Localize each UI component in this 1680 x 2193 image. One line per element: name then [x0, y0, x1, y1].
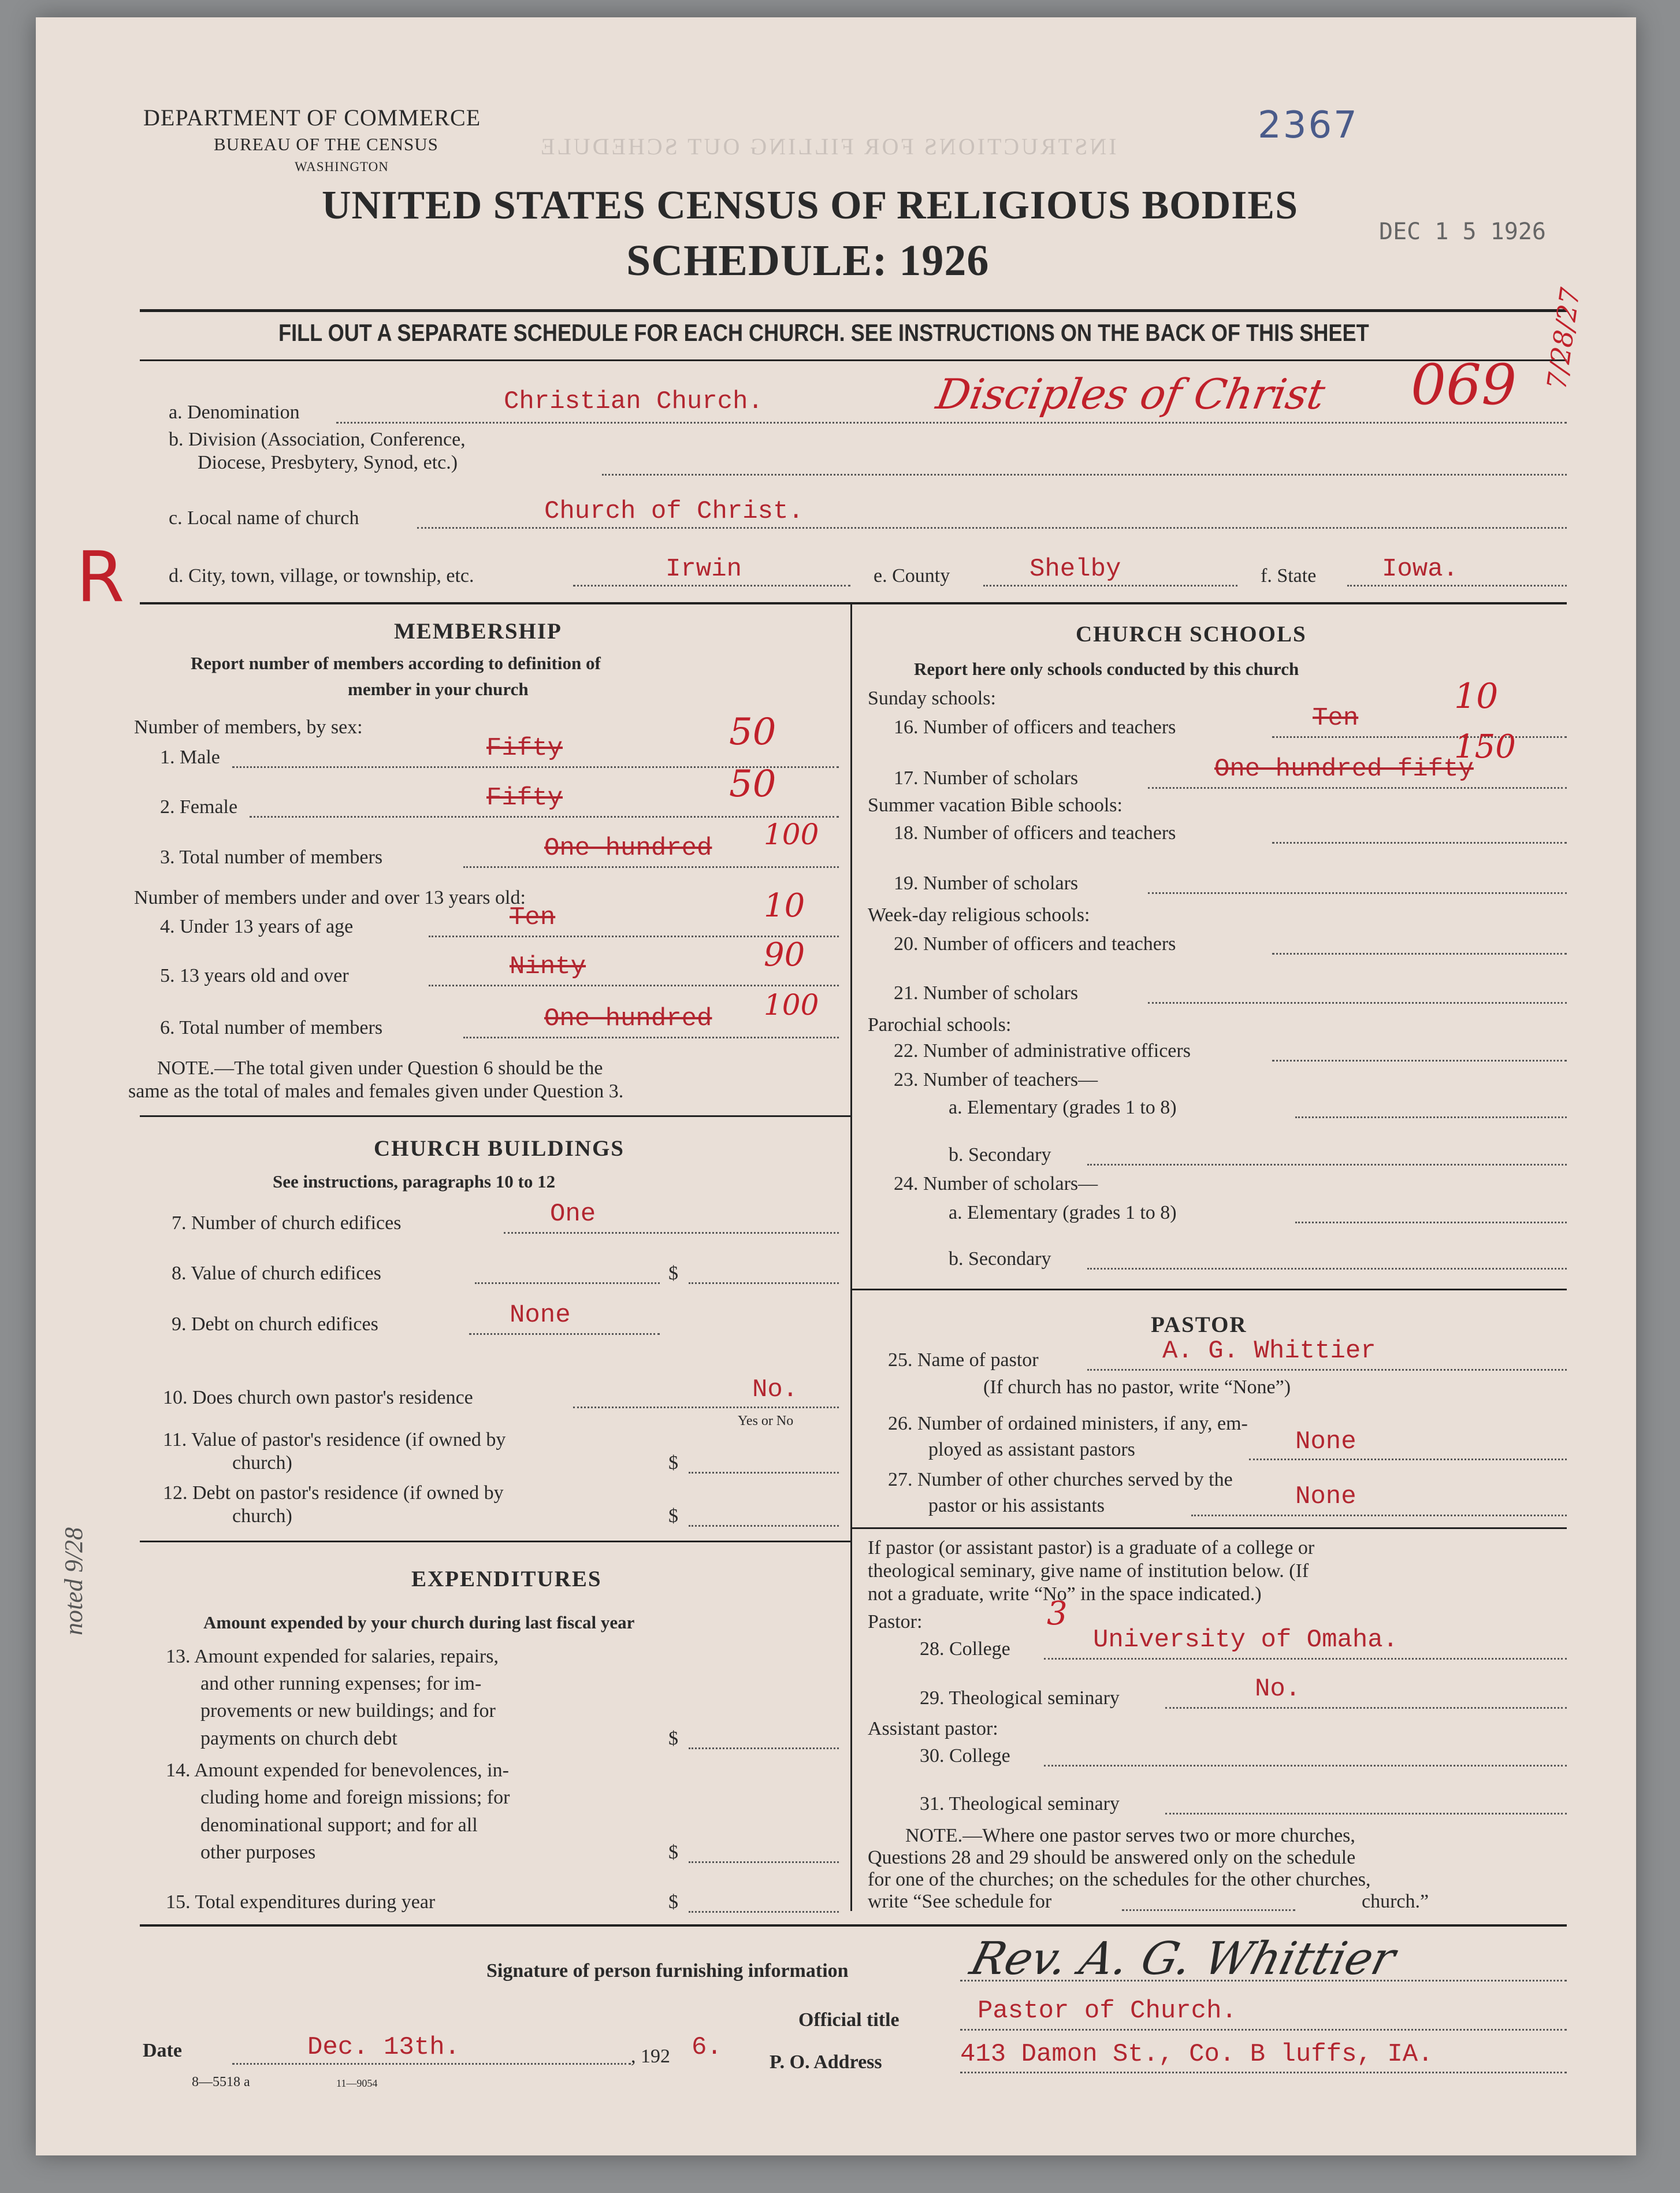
date-line: [232, 2063, 631, 2065]
assistant-college-line: [1044, 1765, 1567, 1767]
edifices-value[interactable]: One: [550, 1200, 596, 1229]
edifices-line: [504, 1232, 839, 1234]
denomination-code: 069: [1411, 352, 1517, 417]
summer-officers-label: 18. Number of officers and teachers: [894, 822, 1176, 844]
male-number: 50: [729, 711, 776, 754]
assistant-seminary-line: [1165, 1813, 1567, 1814]
total-members-age-value[interactable]: One hundred: [544, 1004, 712, 1033]
assistant-ministers-label-cont: ployed as assistant pastors: [928, 1439, 1135, 1460]
pastor-rule: [850, 1527, 1567, 1529]
pastor-note-5: church.”: [1362, 1891, 1429, 1912]
weekday-scholars-line: [1148, 1002, 1567, 1004]
pastor-note-2: Questions 28 and 29 should be answered only on the schedule: [868, 1847, 1356, 1868]
header-rule-top: [140, 309, 1567, 312]
female-line: [250, 816, 839, 818]
parochial-schools-label: Parochial schools:: [868, 1014, 1012, 1036]
document-number-stamp: 2367: [1258, 104, 1359, 147]
total-members-age-number: 100: [764, 988, 819, 1022]
date-received-stamp: DEC 1 5 1926: [1379, 218, 1546, 245]
signature-label: Signature of person furnishing information: [486, 1960, 849, 1982]
buildings-title: CHURCH BUILDINGS: [374, 1136, 625, 1161]
pastor-college-value[interactable]: University of Omaha.: [1093, 1626, 1399, 1654]
state-label: f. State: [1261, 565, 1317, 587]
census-schedule-sheet: [36, 17, 1636, 2155]
form-subtitle: SCHEDULE: 1926: [626, 236, 990, 285]
buildings-rule: [140, 1541, 850, 1542]
fields-rule: [140, 602, 1567, 604]
members-by-age-label: Number of members under and over 13 years old:: [134, 887, 526, 908]
edifice-value-line: [689, 1282, 839, 1284]
membership-rule: [140, 1115, 850, 1117]
running-expenses-label: 13. Amount expended for salaries, repairs,: [166, 1646, 499, 1667]
review-mark-r: R: [76, 537, 125, 618]
sunday-officers-number: 10: [1454, 676, 1499, 717]
edifice-debt-label: 9. Debt on church edifices: [172, 1313, 378, 1335]
pastor-subhead: Pastor:: [868, 1611, 923, 1632]
edifice-value-leader: [475, 1282, 660, 1284]
sunday-schools-label: Sunday schools:: [868, 688, 996, 709]
assistant-ministers-value[interactable]: None: [1295, 1427, 1356, 1456]
sunday-officers-label: 16. Number of officers and teachers: [894, 717, 1176, 738]
teachers-secondary-label: b. Secondary: [949, 1144, 1051, 1166]
county-line: [983, 585, 1237, 587]
benevolences-label: 14. Amount expended for benevolences, in-: [166, 1760, 509, 1781]
total-members-line: [463, 866, 839, 868]
edifices-label: 7. Number of church edifices: [172, 1212, 402, 1234]
total-members-number: 100: [764, 818, 819, 851]
scholars-secondary-line: [1087, 1268, 1567, 1270]
college-mark: 3: [1047, 1595, 1068, 1632]
total-members-age-label: 6. Total number of members: [160, 1017, 383, 1038]
sunday-scholars-line: [1148, 787, 1567, 789]
residence-value-label-cont: church): [232, 1452, 292, 1474]
sunday-officers-line: [1272, 736, 1567, 738]
schools-intro: Report here only schools conducted by this church: [914, 659, 1299, 679]
pastor-seminary-value[interactable]: No.: [1255, 1675, 1301, 1704]
department-name: DEPARTMENT OF COMMERCE: [143, 105, 481, 131]
official-title-line: [960, 2029, 1567, 2031]
column-divider: [850, 602, 852, 1911]
pastor-name-note: (If church has no pastor, write “None”): [983, 1376, 1291, 1398]
denomination-value[interactable]: Christian Church.: [504, 387, 763, 416]
male-value[interactable]: Fifty: [486, 734, 563, 763]
local-name-line: [417, 527, 1567, 529]
po-address-line: [960, 2072, 1567, 2073]
running-expenses-label-2: and other running expenses; for im-: [200, 1673, 482, 1694]
denomination-label: a. Denomination: [169, 402, 300, 423]
pastor-college-label: 28. College: [920, 1638, 1010, 1660]
residence-debt-dollar: $: [668, 1505, 678, 1527]
date-value[interactable]: Dec. 13th.: [307, 2033, 460, 2062]
scholars-label: 24. Number of scholars—: [894, 1173, 1098, 1194]
total-expenditures-label: 15. Total expenditures during year: [166, 1891, 436, 1913]
teachers-label: 23. Number of teachers—: [894, 1069, 1098, 1090]
summer-officers-line: [1272, 842, 1567, 844]
graduate-instructions-3: not a graduate, write “No” in the space indicated.): [868, 1583, 1262, 1605]
pastor-seminary-line: [1165, 1707, 1567, 1709]
owns-residence-value[interactable]: No.: [752, 1375, 798, 1404]
po-address-value[interactable]: 413 Damon St., Co. B luffs, IA.: [960, 2040, 1433, 2069]
other-churches-label: 27. Number of other churches served by the: [888, 1469, 1233, 1490]
female-value[interactable]: Fifty: [486, 784, 563, 812]
graduate-instructions: If pastor (or assistant pastor) is a graduate of a college or: [868, 1537, 1315, 1559]
edifice-value-dollar: $: [668, 1263, 678, 1284]
over-13-label: 5. 13 years old and over: [160, 965, 349, 986]
benevolences-line: [689, 1861, 839, 1863]
under-13-label: 4. Under 13 years of age: [160, 916, 354, 937]
pastor-title: PASTOR: [1151, 1312, 1247, 1337]
schools-title: CHURCH SCHOOLS: [1076, 622, 1307, 647]
total-members-value[interactable]: One hundred: [544, 834, 712, 863]
pastor-name-value[interactable]: A. G. Whittier: [1162, 1337, 1376, 1365]
date-label: Date: [143, 2040, 182, 2061]
state-line: [1347, 585, 1567, 587]
pastor-note-4: write “See schedule for: [868, 1891, 1052, 1912]
teachers-elementary-line: [1295, 1116, 1567, 1118]
assistant-ministers-label: 26. Number of ordained ministers, if any, em-: [888, 1413, 1248, 1434]
footer-rule: [140, 1924, 1567, 1927]
official-title-label: Official title: [798, 2009, 900, 2031]
membership-note: NOTE.—The total given under Question 6 should be the: [157, 1057, 603, 1079]
form-title: UNITED STATES CENSUS OF RELIGIOUS BODIES: [322, 183, 1299, 228]
county-value[interactable]: Shelby: [1029, 555, 1121, 584]
benevolences-label-3: denominational support; and for all: [200, 1814, 478, 1836]
male-label: 1. Male: [160, 747, 220, 768]
year-prefix: , 192: [631, 2046, 670, 2067]
buildings-intro: See instructions, paragraphs 10 to 12: [273, 1171, 556, 1192]
margin-pencil-note: noted 9/28: [60, 1527, 88, 1635]
year-value[interactable]: 6.: [692, 2033, 722, 2062]
admin-officers-line: [1272, 1060, 1567, 1062]
weekday-officers-line: [1272, 953, 1567, 955]
residence-debt-line: [689, 1525, 839, 1527]
summer-scholars-label: 19. Number of scholars: [894, 873, 1079, 894]
female-number: 50: [729, 763, 776, 806]
bureau-name: BUREAU OF THE CENSUS: [214, 134, 438, 154]
summer-scholars-line: [1148, 892, 1567, 894]
yes-no-hint: Yes or No: [738, 1413, 794, 1428]
under-13-number: 10: [764, 887, 805, 925]
pastor-name-label: 25. Name of pastor: [888, 1349, 1039, 1371]
print-number: 11—9054: [336, 2077, 378, 2089]
total-members-age-line: [463, 1037, 839, 1038]
state-value[interactable]: Iowa.: [1382, 555, 1459, 584]
owns-residence-label: 10. Does church own pastor's residence: [163, 1387, 473, 1408]
under-13-value[interactable]: Ten: [510, 903, 556, 932]
division-line: [602, 474, 1567, 476]
residence-value-label: 11. Value of pastor's residence (if owned by: [163, 1429, 506, 1450]
pastor-note: NOTE.—Where one pastor serves two or more churches,: [905, 1825, 1355, 1846]
assistant-college-label: 30. College: [920, 1745, 1010, 1767]
division-label-cont: Diocese, Presbytery, Synod, etc.): [198, 452, 458, 473]
residence-debt-label: 12. Debt on pastor's residence (if owned by: [163, 1482, 504, 1504]
sunday-scholars-label: 17. Number of scholars: [894, 767, 1079, 789]
other-churches-line: [1191, 1515, 1567, 1516]
denomination-line: [336, 422, 1567, 424]
weekday-officers-label: 20. Number of officers and teachers: [894, 933, 1176, 955]
running-expenses-dollar: $: [668, 1728, 678, 1749]
other-churches-value[interactable]: None: [1295, 1482, 1356, 1511]
county-label: e. County: [874, 565, 950, 587]
division-label: b. Division (Association, Conference,: [169, 429, 466, 450]
teachers-secondary-line: [1087, 1164, 1567, 1166]
admin-officers-label: 22. Number of administrative officers: [894, 1040, 1191, 1062]
running-expenses-label-3: provements or new buildings; and for: [200, 1700, 496, 1721]
membership-intro-cont: member in your church: [348, 679, 529, 699]
form-number: 8—5518 a: [192, 2075, 250, 2090]
sunday-scholars-value[interactable]: One hundred fifty: [1214, 755, 1474, 784]
pastor-note-3: for one of the churches; on the schedules for the other churches,: [868, 1869, 1371, 1890]
owns-residence-line: [573, 1407, 839, 1408]
assistant-ministers-line: [1249, 1459, 1567, 1460]
teachers-elementary-label: a. Elementary (grades 1 to 8): [949, 1097, 1177, 1118]
residence-value-dollar: $: [668, 1452, 678, 1474]
local-name-value[interactable]: Church of Christ.: [544, 497, 804, 526]
bleed-through-text: INSTRUCTIONS FOR FILLING OUT SCHEDULE: [538, 133, 1117, 159]
weekday-scholars-label: 21. Number of scholars: [894, 982, 1079, 1004]
pastor-college-line: [1044, 1658, 1567, 1660]
scholars-elementary-line: [1295, 1222, 1567, 1223]
total-expenditures-line: [689, 1911, 839, 1913]
membership-intro: Report number of members according to definition of: [191, 653, 601, 673]
membership-title: MEMBERSHIP: [394, 619, 562, 644]
pastor-name-line: [1087, 1369, 1567, 1371]
local-name-label: c. Local name of church: [169, 507, 359, 529]
po-address-label: P. O. Address: [770, 2051, 882, 2073]
expenditures-title: EXPENDITURES: [411, 1567, 602, 1591]
other-churches-label-cont: pastor or his assistants: [928, 1495, 1105, 1516]
running-expenses-label-4: payments on church debt: [200, 1728, 397, 1749]
summer-schools-label: Summer vacation Bible schools:: [868, 795, 1123, 816]
official-title-value[interactable]: Pastor of Church.: [977, 1997, 1237, 2025]
total-expenditures-dollar: $: [668, 1891, 678, 1913]
benevolences-label-2: cluding home and foreign missions; for: [200, 1787, 510, 1808]
assistant-pastor-subhead: Assistant pastor:: [868, 1718, 998, 1739]
residence-value-line: [689, 1472, 839, 1474]
pastor-seminary-label: 29. Theological seminary: [920, 1687, 1120, 1709]
denomination-handwritten: Disciples of Christ: [932, 370, 1329, 418]
membership-note-cont: same as the total of males and females given under Question 3.: [128, 1081, 624, 1102]
city-value[interactable]: Irwin: [666, 555, 742, 584]
weekday-schools-label: Week-day religious schools:: [868, 904, 1090, 926]
benevolences-label-4: other purposes: [200, 1842, 316, 1863]
over-13-number: 90: [764, 936, 805, 974]
expenditures-intro: Amount expended by your church during last fiscal year: [203, 1612, 635, 1632]
edifice-value-label: 8. Value of church edifices: [172, 1263, 381, 1284]
sunday-scholars-number: 150: [1454, 728, 1516, 766]
female-label: 2. Female: [160, 796, 238, 818]
city-line: [573, 585, 850, 587]
side-date-note: 7/28/27: [1541, 285, 1586, 392]
edifice-debt-value[interactable]: None: [510, 1301, 571, 1330]
residence-debt-label-cont: church): [232, 1505, 292, 1527]
header-rule-bottom: [140, 359, 1567, 361]
sunday-officers-value[interactable]: Ten: [1313, 704, 1359, 733]
over-13-line: [429, 985, 839, 986]
edifice-debt-leader: [469, 1333, 660, 1335]
assistant-seminary-label: 31. Theological seminary: [920, 1793, 1120, 1814]
pastor-signature: Rev. A. G. Whittier: [965, 1933, 1400, 1985]
see-schedule-line: [1122, 1909, 1295, 1911]
running-expenses-line: [689, 1747, 839, 1749]
schools-rule: [850, 1289, 1567, 1290]
total-members-label: 3. Total number of members: [160, 847, 383, 868]
scholars-secondary-label: b. Secondary: [949, 1248, 1051, 1270]
scholars-elementary-label: a. Elementary (grades 1 to 8): [949, 1202, 1177, 1223]
bureau-city: WASHINGTON: [295, 159, 389, 174]
over-13-value[interactable]: Ninty: [510, 952, 586, 981]
benevolences-dollar: $: [668, 1842, 678, 1863]
instruction-line: FILL OUT A SEPARATE SCHEDULE FOR EACH CHURCH. SEE INSTRUCTIONS ON THE BACK OF THIS SHEET: [278, 319, 1369, 346]
members-by-sex-label: Number of members, by sex:: [134, 717, 363, 738]
city-label: d. City, town, village, or township, etc.: [169, 565, 474, 587]
graduate-instructions-2: theological seminary, give name of institution below. (If: [868, 1560, 1309, 1582]
